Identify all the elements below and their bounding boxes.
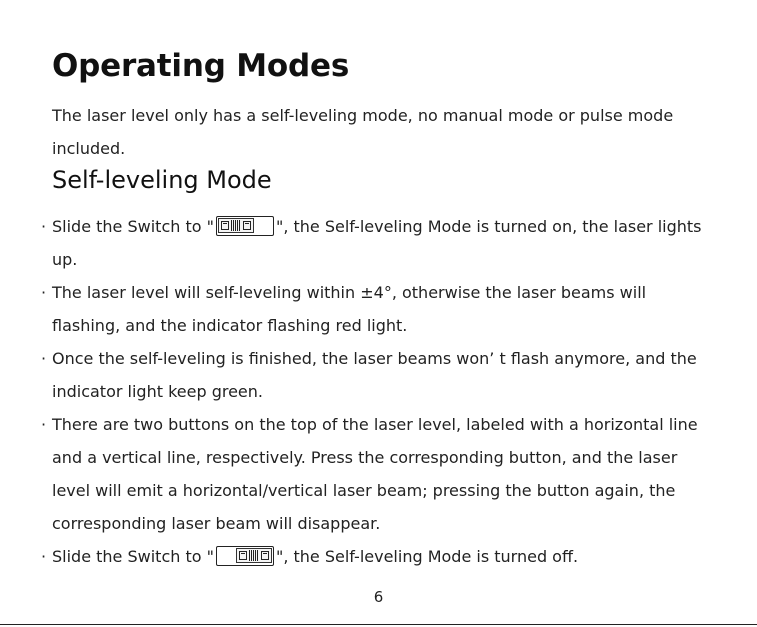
list-item xyxy=(0,210,757,276)
bullet-text-before: Slide the Switch to " xyxy=(52,217,214,236)
bullet-marker: · xyxy=(41,415,47,434)
bullet-text: Once the self-leveling is finished, the laser beams won’ t flash anymore, and the indicator light keep green. xyxy=(52,349,697,401)
bullet-text: The laser level will self-leveling within ±4°, otherwise the laser beams will flashing, and the indicator flashing red light. xyxy=(52,283,647,335)
list-item xyxy=(0,408,757,540)
bullet-text-after: ", the Self-leveling Mode is turned on, the laser lights up. xyxy=(52,217,702,269)
bullet-marker: · xyxy=(41,349,47,368)
switch-on-icon xyxy=(216,216,274,236)
list-item xyxy=(0,540,757,573)
bullet-marker: · xyxy=(41,547,47,566)
list-item xyxy=(0,342,757,408)
bottom-divider xyxy=(0,624,757,625)
bullet-text: There are two buttons on the top of the laser level, labeled with a horizontal line and a vertical line, respectively. Press the corresponding button, and the laser level will emit a horizontal/vertical laser beam; pressing the button again, the corresponding laser beam will disappear. xyxy=(52,415,698,533)
bullet-marker: · xyxy=(41,283,47,302)
bullet-text-before: Slide the Switch to " xyxy=(52,547,214,566)
bullet-text-after: ", the Self-leveling Mode is turned off. xyxy=(275,547,579,566)
list-item xyxy=(0,276,757,342)
page-title: Operating Modes xyxy=(52,48,350,84)
bullet-marker: · xyxy=(41,217,47,236)
page-number: 6 xyxy=(373,588,384,606)
bullet-list xyxy=(0,210,757,573)
section-title: Self-leveling Mode xyxy=(52,166,272,194)
intro-paragraph: The laser level only has a self-leveling mode, no manual mode or pulse mode included. xyxy=(52,106,674,158)
switch-off-icon xyxy=(216,546,274,566)
